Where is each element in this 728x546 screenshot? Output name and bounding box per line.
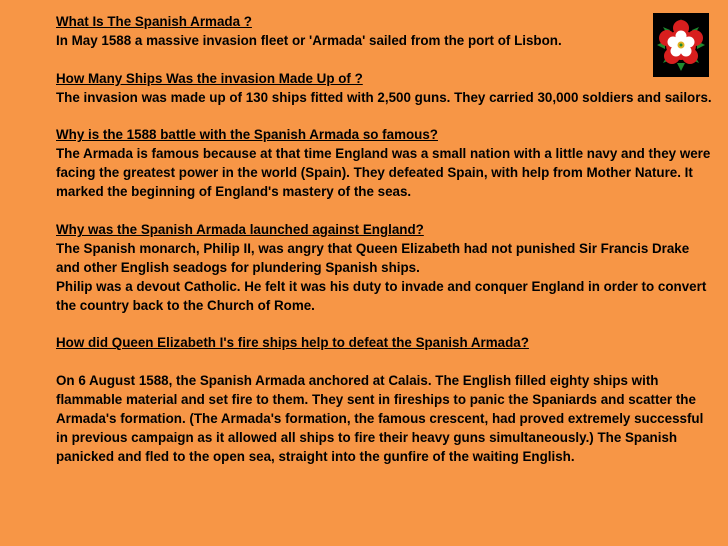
question-heading: How did Queen Elizabeth I's fire ships help to defeat the Spanish Armada? bbox=[56, 335, 529, 351]
spacer bbox=[56, 353, 716, 372]
answer-paragraph: The Spanish monarch, Philip II, was angry that Queen Elizabeth had not punished Sir Francis Drake and other English seadogs for plundering Spanish ships. bbox=[56, 240, 690, 275]
answer-paragraph: On 6 August 1588, the Spanish Armada anchored at Calais. The English filled eighty ships with flammable material and set fire to them. They sent in fireships to panic the Spaniards and scatter the Armada's formation. (The Armada's formation, the famous crescent, had proved extremely successful in previous campaign as it allowed all ships to fire their heavy guns simultaneously.) The Spanish panicked and fled to the open sea, straight into the gunfire of the waiting English. bbox=[56, 373, 704, 464]
answer-paragraph: The invasion was made up of 130 ships fitted with 2,500 guns. They carried 30,000 soldiers and sailors. bbox=[56, 89, 712, 105]
answer-paragraph: In May 1588 a massive invasion fleet or 'Armada' sailed from the port of Lisbon. bbox=[56, 32, 562, 48]
spacer bbox=[56, 51, 716, 70]
question-heading: Why was the Spanish Armada launched against England? bbox=[56, 221, 424, 237]
spacer bbox=[56, 108, 716, 127]
answer-paragraph: Philip was a devout Catholic. He felt it was his duty to invade and conquer England in order to convert the country back to the Church of Rome. bbox=[56, 278, 707, 313]
answer-paragraph: The Armada is famous because at that time England was a small nation with a little navy and they were facing the greatest power in the world (Spain). They defeated Spain, with help from Mother Nature. It marked the beginning of England's mastery of the seas. bbox=[56, 146, 711, 200]
spacer bbox=[56, 202, 716, 221]
question-heading: How Many Ships Was the invasion Made Up of ? bbox=[56, 70, 363, 86]
tudor-rose-icon bbox=[653, 13, 709, 77]
slide-content bbox=[56, 13, 716, 467]
spacer bbox=[56, 315, 716, 334]
question-heading: What Is The Spanish Armada ? bbox=[56, 14, 252, 29]
question-heading: Why is the 1588 battle with the Spanish Armada so famous? bbox=[56, 127, 438, 143]
